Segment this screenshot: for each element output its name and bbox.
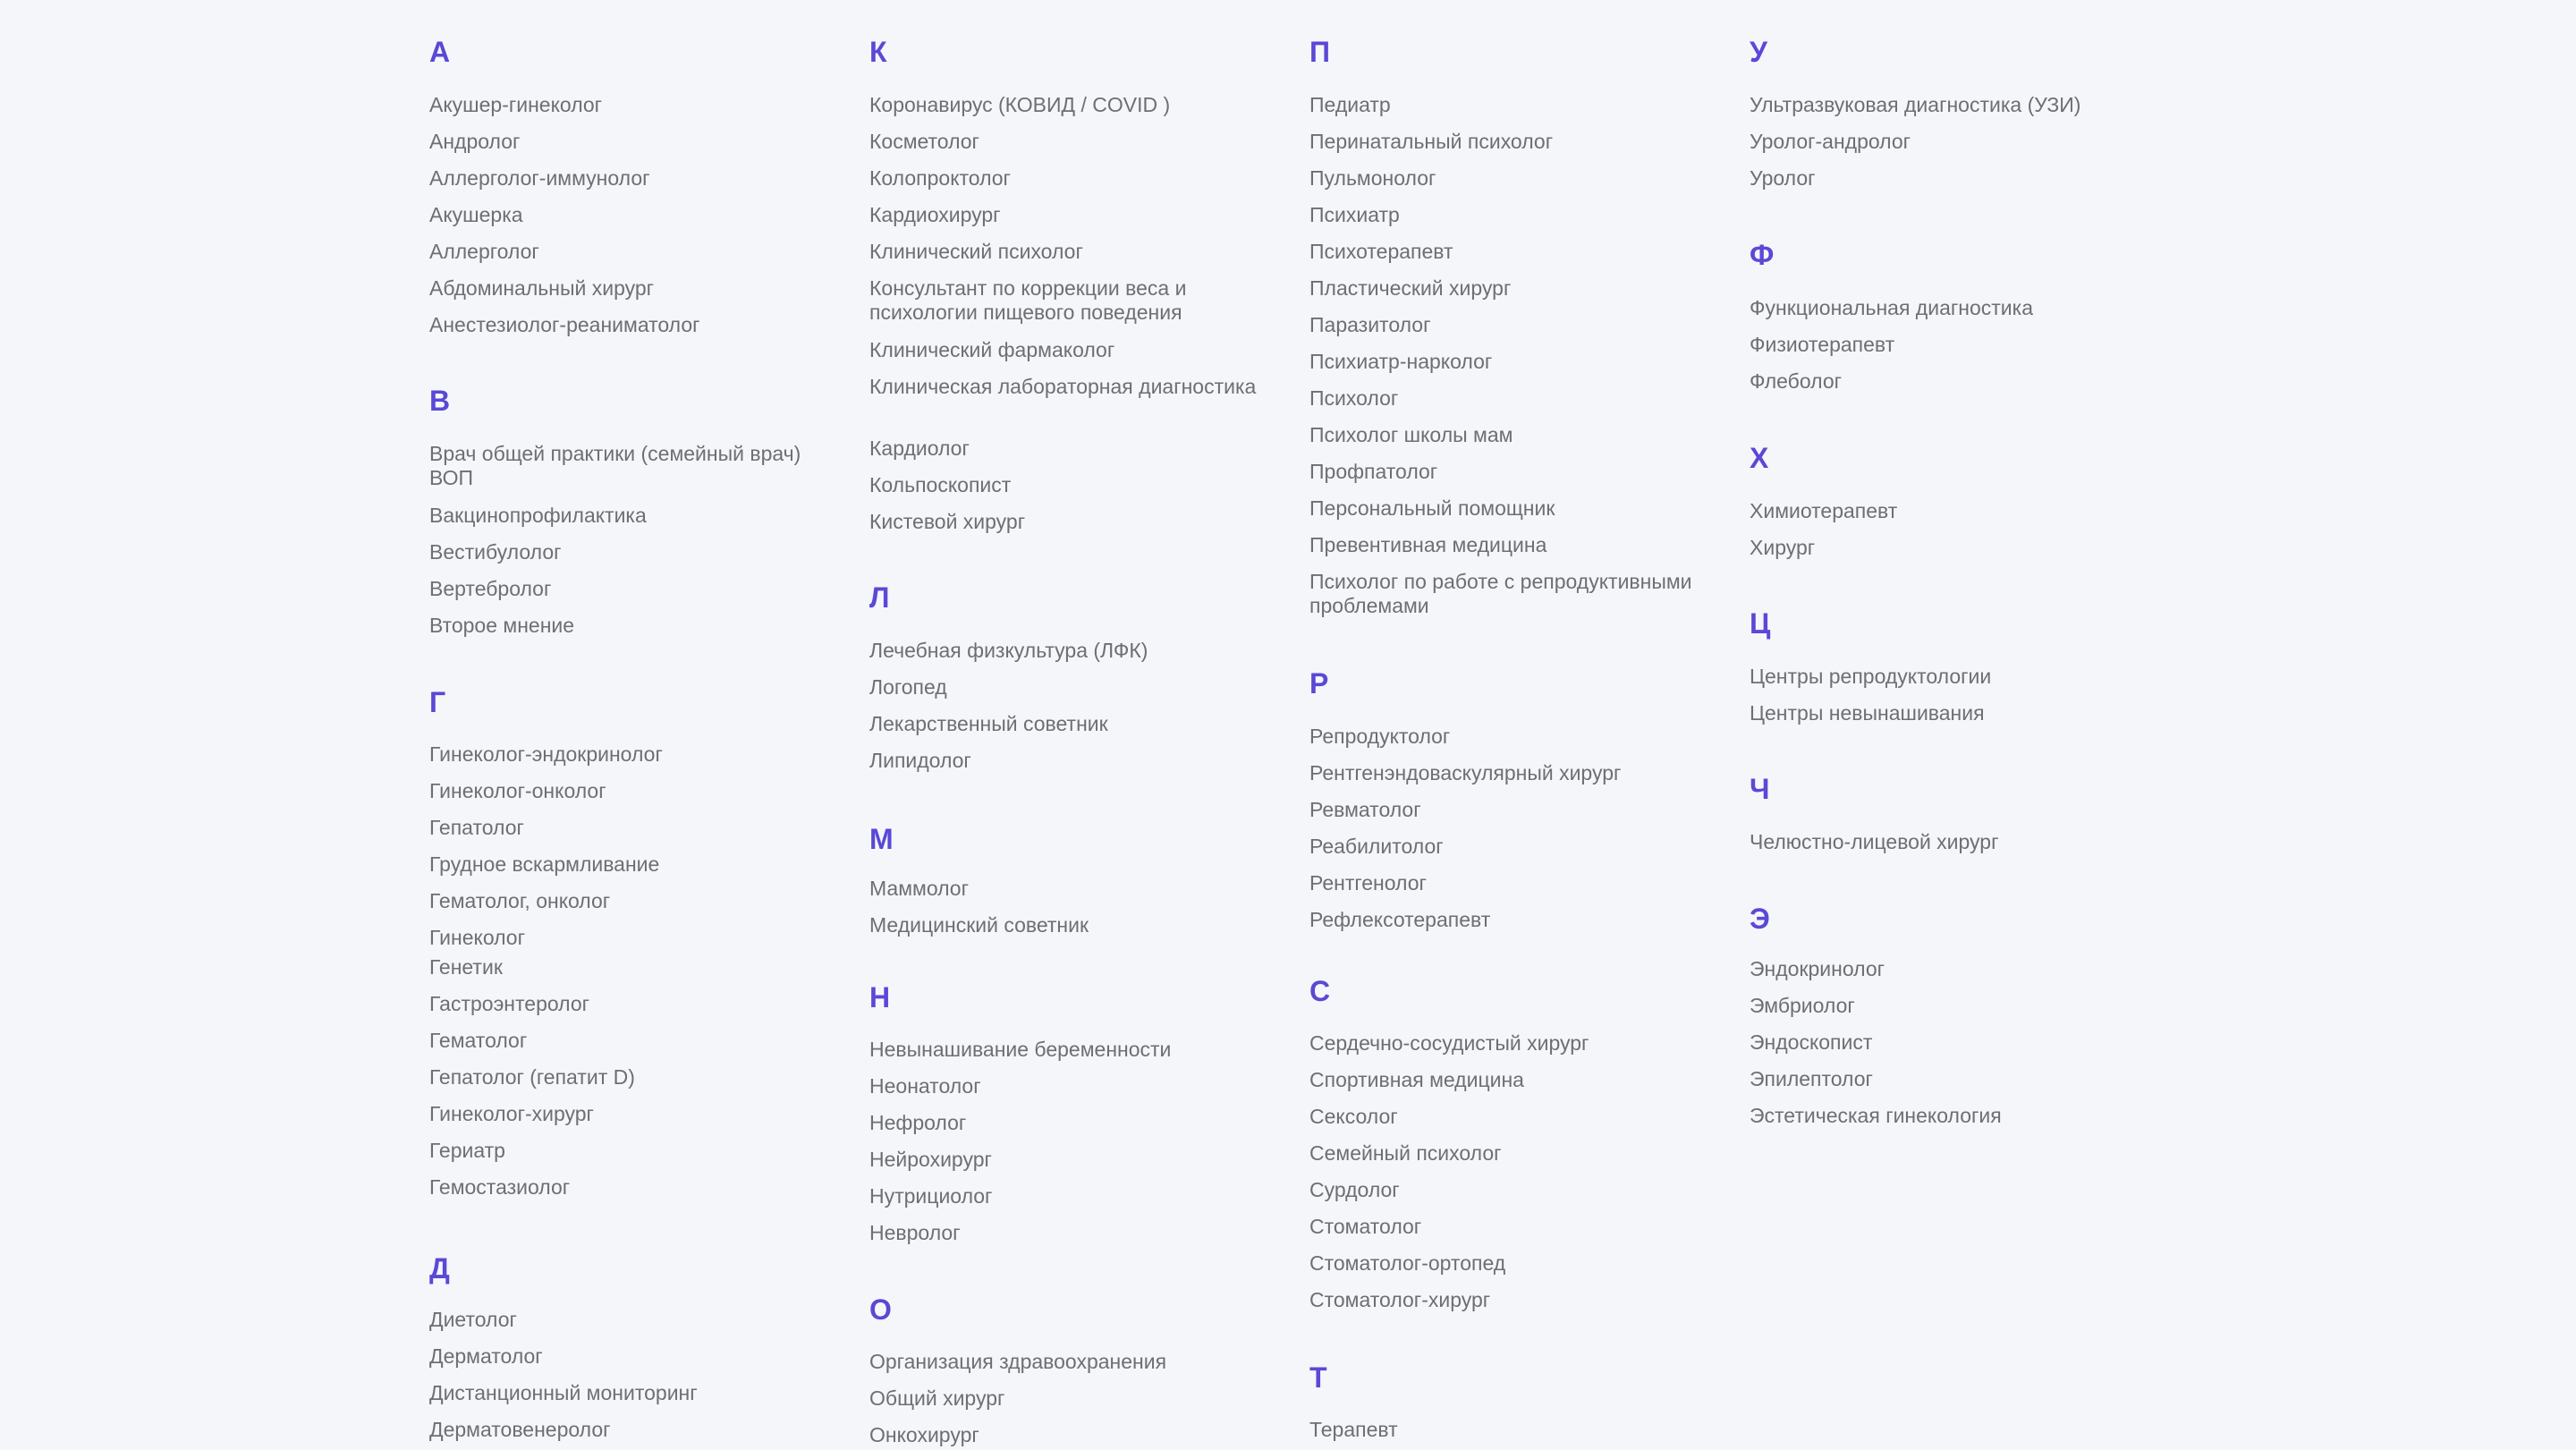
specialty-link[interactable]: Липидолог <box>869 749 971 772</box>
specialty-link[interactable]: Генетик <box>429 955 503 979</box>
specialty-link[interactable]: Психиатр-нарколог <box>1309 350 1493 373</box>
specialty-link[interactable]: Логопед <box>869 675 947 699</box>
specialty-link[interactable]: Невынашивание беременности <box>869 1038 1172 1061</box>
letter-heading: Д <box>429 1252 450 1285</box>
specialty-link[interactable]: Вертебролог <box>429 577 552 600</box>
specialty-link[interactable]: Гинеколог-эндокринолог <box>429 742 663 766</box>
specialty-link[interactable]: Гинеколог-хирург <box>429 1102 594 1125</box>
specialty-link[interactable]: Аллерголог <box>429 240 539 263</box>
specialty-link[interactable]: Второе мнение <box>429 614 575 637</box>
specialty-link[interactable]: Рентгенолог <box>1309 871 1427 895</box>
letter-heading: Х <box>1750 442 1769 474</box>
specialty-link[interactable]: Стоматолог <box>1309 1215 1422 1238</box>
letter-heading: А <box>429 36 451 68</box>
specialty-link[interactable]: Флеболог <box>1750 369 1842 393</box>
specialty-link[interactable]: Косметолог <box>869 130 979 153</box>
letter-heading: Ф <box>1750 239 1775 271</box>
specialty-link[interactable]: Нейрохирург <box>869 1148 992 1171</box>
specialty-link[interactable]: Анестезиолог-реаниматолог <box>429 313 700 336</box>
specialty-link[interactable]: Сердечно-сосудистый хирург <box>1309 1031 1589 1055</box>
specialty-link[interactable]: Реабилитолог <box>1309 835 1444 858</box>
letter-heading: У <box>1750 36 1767 68</box>
specialty-link[interactable]: Гепатолог <box>429 816 524 839</box>
specialty-link[interactable]: Хирург <box>1750 536 1816 559</box>
specialty-link[interactable]: Организация здравоохранения <box>869 1350 1167 1373</box>
specialty-link[interactable]: Превентивная медицина <box>1309 533 1547 556</box>
letter-heading: Э <box>1750 903 1770 935</box>
specialty-link[interactable]: Функциональная диагностика <box>1750 296 2033 319</box>
specialty-link[interactable]: Врач общей практики (семейный врач) ВОП <box>429 442 801 489</box>
specialty-link[interactable]: Пластический хирург <box>1309 276 1512 300</box>
letter-heading: Р <box>1309 667 1329 700</box>
specialty-link[interactable]: Вестибулолог <box>429 540 562 564</box>
specialty-link[interactable]: Центры невынашивания <box>1750 701 1985 725</box>
specialty-link[interactable]: Клинический фармаколог <box>869 338 1115 361</box>
specialty-link[interactable]: Рентгенэндоваскулярный хирург <box>1309 761 1622 784</box>
specialty-link[interactable]: Семейный психолог <box>1309 1141 1502 1165</box>
letter-heading: В <box>429 385 451 417</box>
specialty-link[interactable]: Уролог-андролог <box>1750 130 1911 153</box>
specialty-link[interactable]: Профпатолог <box>1309 460 1438 483</box>
letter-heading: С <box>1309 975 1331 1007</box>
specialty-link[interactable]: Стоматолог-ортопед <box>1309 1251 1506 1275</box>
specialty-link[interactable]: Пульмонолог <box>1309 166 1436 190</box>
letter-heading: Ц <box>1750 607 1771 640</box>
specialty-link[interactable]: Аллерголог-иммунолог <box>429 166 650 190</box>
specialty-link[interactable]: Клиническая лабораторная диагностика <box>869 375 1257 398</box>
specialty-link[interactable]: Кольпоскопист <box>869 473 1012 496</box>
letter-heading: М <box>869 823 894 855</box>
specialty-link[interactable]: Вакцинопрофилактика <box>429 504 647 527</box>
specialty-link[interactable]: Сурдолог <box>1309 1178 1400 1201</box>
specialty-link[interactable]: Терапевт <box>1309 1418 1398 1441</box>
letter-heading: Г <box>429 686 446 718</box>
specialty-link[interactable]: Гематолог, онколог <box>429 889 611 912</box>
specialty-link[interactable]: Репродуктолог <box>1309 725 1451 748</box>
specialty-link[interactable]: Ультразвуковая диагностика (УЗИ) <box>1750 93 2081 116</box>
specialty-link[interactable]: Психолог по работе с репродуктивными проблемами <box>1309 570 1692 617</box>
specialty-link[interactable]: Психолог <box>1309 386 1399 410</box>
specialty-link[interactable]: Абдоминальный хирург <box>429 276 655 300</box>
specialty-link[interactable]: Нефролог <box>869 1111 967 1134</box>
specialty-link[interactable]: Эмбриолог <box>1750 994 1855 1017</box>
letter-heading: П <box>1309 36 1330 68</box>
specialty-link[interactable]: Гериатр <box>429 1139 505 1162</box>
specialty-link[interactable]: Паразитолог <box>1309 313 1431 336</box>
specialty-link[interactable]: Центры репродуктологии <box>1750 665 1992 688</box>
specialty-link[interactable]: Акушер-гинеколог <box>429 93 603 116</box>
specialty-link[interactable]: Кардиохирург <box>869 203 1001 226</box>
letter-heading: К <box>869 36 887 68</box>
specialty-link[interactable]: Психотерапевт <box>1309 240 1453 263</box>
letter-heading: Л <box>869 581 890 614</box>
specialty-link[interactable]: Гемостазиолог <box>429 1175 571 1199</box>
specialty-link[interactable]: Эстетическая гинекология <box>1750 1104 2002 1127</box>
specialty-link[interactable]: Психолог школы мам <box>1309 423 1513 446</box>
letter-heading: О <box>869 1293 892 1326</box>
specialty-link[interactable]: Челюстно-лицевой хирург <box>1750 830 1999 853</box>
specialty-link[interactable]: Кардиолог <box>869 437 970 460</box>
specialty-link[interactable]: Грудное вскармливание <box>429 852 660 876</box>
specialty-link[interactable]: Диетолог <box>429 1308 517 1331</box>
specialty-link[interactable]: Клинический психолог <box>869 240 1083 263</box>
specialty-link[interactable]: Гематолог <box>429 1029 528 1052</box>
specialty-link[interactable]: Спортивная медицина <box>1309 1068 1524 1091</box>
specialty-link[interactable]: Андролог <box>429 130 521 153</box>
specialty-link[interactable]: Психиатр <box>1309 203 1400 226</box>
specialty-link[interactable]: Дерматовенеролог <box>429 1418 611 1441</box>
specialty-link[interactable]: Эпилептолог <box>1750 1067 1873 1090</box>
specialty-link[interactable]: Нутрициолог <box>869 1184 993 1208</box>
specialty-link[interactable]: Медицинский советник <box>869 913 1089 937</box>
specialty-link[interactable]: Онкохирург <box>869 1423 979 1446</box>
specialty-link[interactable]: Акушерка <box>429 203 523 226</box>
specialty-link[interactable]: Ревматолог <box>1309 798 1421 821</box>
specialty-link[interactable]: Химиотерапевт <box>1750 499 1898 522</box>
specialty-link[interactable]: Дерматолог <box>429 1344 543 1368</box>
letter-heading: Н <box>869 981 891 1013</box>
specialty-link[interactable]: Эндокринолог <box>1750 957 1885 980</box>
specialty-link[interactable]: Эндоскопист <box>1750 1030 1873 1054</box>
specialty-link[interactable]: Общий хирург <box>869 1386 1005 1410</box>
specialty-link[interactable]: Колопроктолог <box>869 166 1011 190</box>
specialty-link[interactable]: Гинеколог-онколог <box>429 779 606 802</box>
specialty-link[interactable]: Дистанционный мониторинг <box>429 1381 698 1404</box>
specialty-link[interactable]: Неонатолог <box>869 1074 981 1098</box>
letter-heading: Т <box>1309 1361 1327 1394</box>
specialty-link[interactable]: Консультант по коррекции веса и психологии пищевого поведения <box>869 276 1187 324</box>
specialty-link[interactable]: Персональный помощник <box>1309 496 1555 520</box>
specialty-link[interactable]: Стоматолог-хирург <box>1309 1288 1491 1311</box>
specialty-link[interactable]: Физиотерапевт <box>1750 333 1895 356</box>
letter-heading: Ч <box>1750 773 1770 805</box>
specialty-link[interactable]: Рефлексотерапевт <box>1309 908 1491 931</box>
specialty-link[interactable]: Лечебная физкультура (ЛФК) <box>869 639 1148 662</box>
specialty-link[interactable]: Невролог <box>869 1221 961 1244</box>
specialty-link[interactable]: Перинатальный психолог <box>1309 130 1554 153</box>
specialty-link[interactable]: Маммолог <box>869 877 969 900</box>
specialty-link[interactable]: Сексолог <box>1309 1105 1398 1128</box>
specialty-link[interactable]: Кистевой хирург <box>869 510 1026 533</box>
specialty-link[interactable]: Педиатр <box>1309 93 1391 116</box>
specialty-link[interactable]: Гастроэнтеролог <box>429 992 590 1015</box>
specialty-link[interactable]: Лекарственный советник <box>869 712 1108 735</box>
specialty-link[interactable]: Гепатолог (гепатит D) <box>429 1065 635 1089</box>
specialty-link[interactable]: Уролог <box>1750 166 1816 190</box>
specialty-link[interactable]: Гинеколог <box>429 926 525 949</box>
specialty-link[interactable]: Коронавирус (КОВИД / COVID ) <box>869 93 1171 116</box>
